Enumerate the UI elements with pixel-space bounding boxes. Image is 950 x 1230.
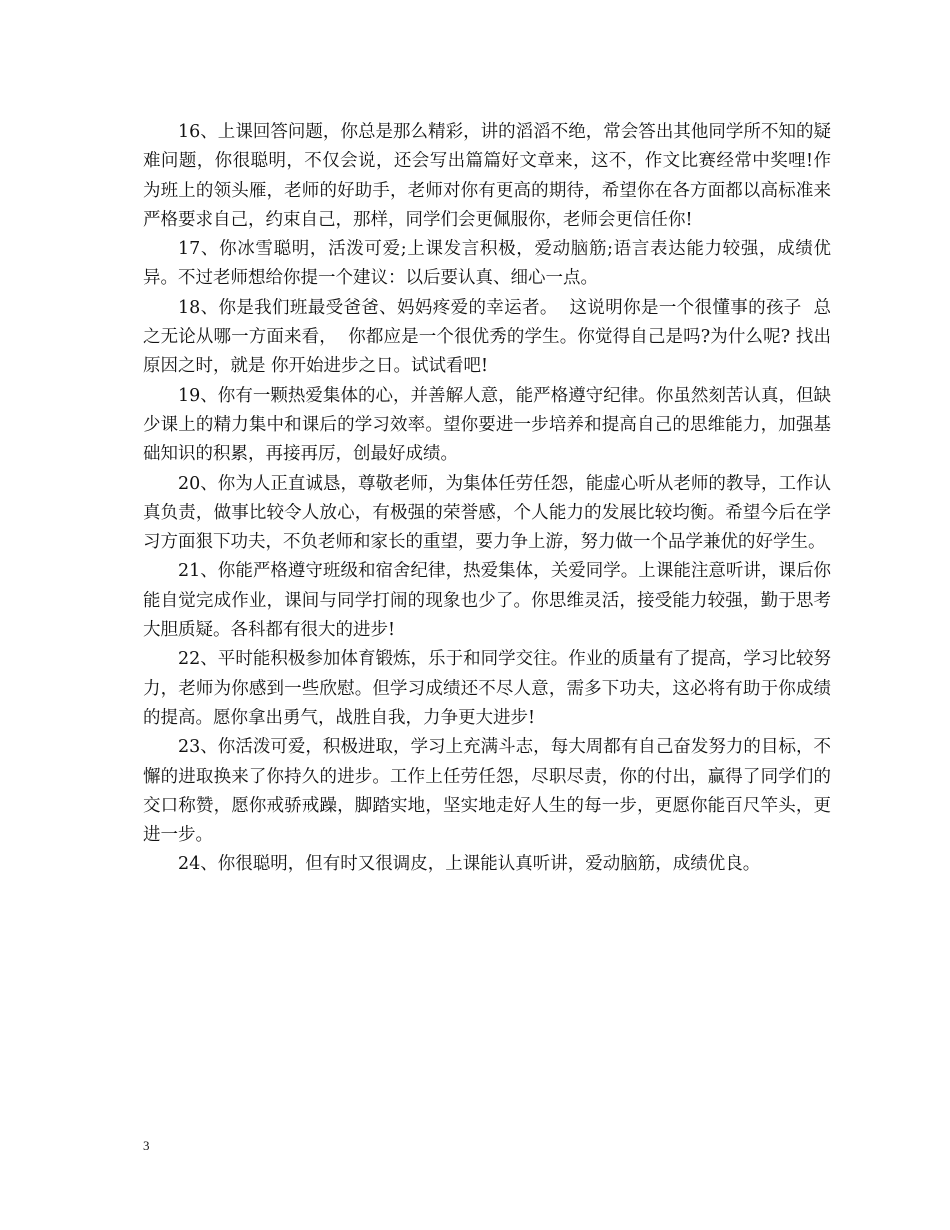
paragraph-23: 23、你活泼可爱，积极进取，学习上充满斗志，每大周都有自己奋发努力的目标，不懈的进取换来了你持久的进步。工作上任劳任怨，尽职尽责，你的付出，赢得了同学们的交口称赞，愿你戒骄戒躁，脚踏实地，坚实地走好人生的每一步，更愿你能百尺竿头，更进一步。	[143, 737, 831, 846]
paragraph-17: 17、你冰雪聪明，活泼可爱;上课发言积极，爱动脑筋;语言表达能力较强，成绩优异。不过老师想给你提一个建议：以后要认真、细心一点。	[143, 239, 831, 289]
paragraph-16: 16、上课回答问题，你总是那么精彩，讲的滔滔不绝，常会答出其他同学所不知的疑难问题，你很聪明，不仅会说，还会写出篇篇好文章来，这不，作文比赛经常中奖哩!作为班上的领头雁，老师的好助手，老师对你有更高的期待，希望你在各方面都以高标准来严格要求自己，约束自己，那样，同学们会更佩服你，老师会更信任你!	[143, 122, 831, 230]
paragraph-21: 21、你能严格遵守班级和宿舍纪律，热爱集体，关爱同学。上课能注意听讲，课后你能自觉完成作业，课间与同学打闹的现象也少了。你思维灵活，接受能力较强，勤于思考大胆质疑。各科都有很大的进步!	[143, 561, 831, 641]
paragraph-19: 19、你有一颗热爱集体的心，并善解人意，能严格遵守纪律。你虽然刻苦认真，但缺少课上的精力集中和课后的学习效率。望你要进一步培养和提高自己的思维能力，加强基础知识的积累，再接再厉，创最好成绩。	[143, 385, 831, 465]
document-body	[143, 118, 831, 880]
page-number: 3	[143, 1138, 150, 1153]
paragraph-20: 20、你为人正直诚恳，尊敬老师，为集体任劳任怨，能虚心听从老师的教导，工作认真负责，做事比较令人放心，有极强的荣誉感，个人能力的发展比较均衡。希望今后在学习方面狠下功夫，不负老师和家长的重望，要力争上游，努力做一个品学兼优的好学生。	[143, 473, 831, 553]
paragraph-24: 24、你很聪明，但有时又很调皮，上课能认真听讲，爱动脑筋，成绩优良。	[178, 854, 761, 875]
paragraph-18: 18、你是我们班最受爸爸、妈妈疼爱的幸运者。 这说明你是一个很懂事的孩子 总之无论从哪一方面来看， 你都应是一个很优秀的学生。你觉得自己是吗?为什么呢? 找出原因之时，就是 你开始进步之日。试试看吧!	[143, 297, 831, 377]
paragraph-22: 22、平时能积极参加体育锻炼，乐于和同学交往。作业的质量有了提高，学习比较努力，老师为你感到一些欣慰。但学习成绩还不尽人意，需多下功夫，这必将有助于你成绩的提高。愿你拿出勇气，战胜自我，力争更大进步!	[143, 649, 831, 728]
